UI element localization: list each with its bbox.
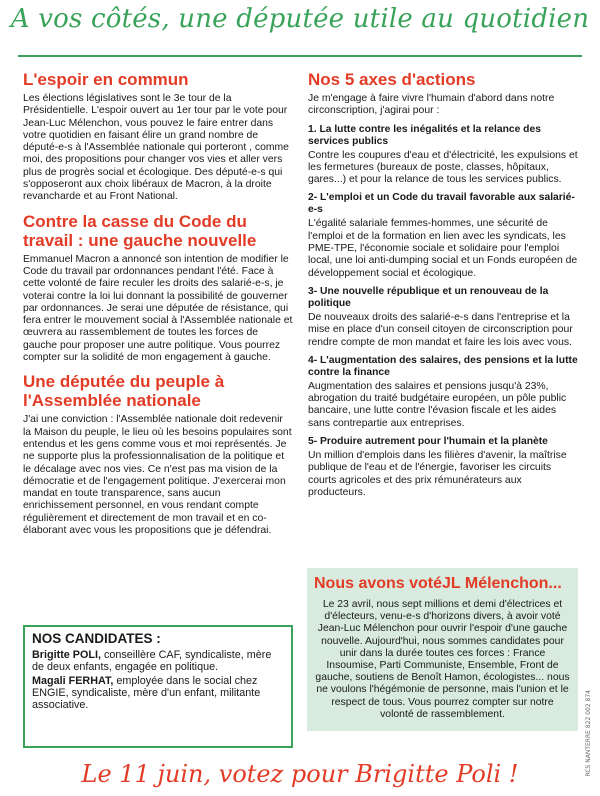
page-title: A vos côtés, une députée utile au quotidien [10, 4, 590, 34]
vote-title: Nous avons votéJL Mélenchon... [314, 575, 562, 592]
candidate-1-desc: conseillère CAF, syndicaliste, mère de deux enfants, engagée en politique. [32, 649, 272, 674]
right-column [308, 70, 578, 505]
vote-box [307, 568, 578, 731]
section-title-deputee-peuple: Une députée du peuple à l'Assemblée nationale [23, 372, 225, 411]
candidate-1-name: Brigitte POLI, [32, 649, 101, 661]
section-title-espoir: L'espoir en commun [23, 70, 189, 89]
axe-3-text: De nouveaux droits des salarié-e-s dans l'entreprise et la mise en place d'un conseil citoyen de circonscription pour rendre compte de mon mandat et faire les lois avec vous. [308, 311, 573, 348]
candidate-2 [32, 675, 284, 712]
candidates-box [23, 625, 293, 748]
section-text-code-travail: Emmanuel Macron a annoncé son intention de modifier le Code du travail par ordonnances pendant l'été. Face à cette volonté de faire reculer les droits des salarié-e-s, je voterai contre la loi lui donnant la possibilité de gouverner par ordonnances. Je serai une députée de résistance, qui fera entrer le mouvement social à l'Assemblée nationale et œuvrera au rassemblement de toutes les forces de gauche pour proposer une autre politique. Vous pourrez compter sur la solidité de mon engagement à gauche. [23, 253, 293, 364]
axe-5-title: 5- Produire autrement pour l'humain et la planète [308, 436, 548, 448]
axe-2-title: 2- L'emploi et un Code du travail favorable aux salarié-e-s [308, 192, 575, 216]
left-column [23, 70, 293, 543]
axe-4-text: Augmentation des salaires et pensions jusqu'à 23%, abrogation du traité budgétaire européen, un pôle public bancaire, une lutte contre l'évasion fiscale et les aides sans contrepartie aux entreprises. [308, 380, 567, 429]
axe-1-text: Contre les coupures d'eau et d'électricité, les expulsions et les fermetures (bureaux de poste, classes, hôpitaux, gares...) et pour la relance de tous les services publics. [308, 149, 578, 186]
axes-title: Nos 5 axes d'actions [308, 70, 476, 89]
section-text-espoir: Les élections législatives sont le 3e tour de la Présidentielle. L'espoir ouvert au 1er tour par le vote pour Jean-Luc Mélenchon, vous pouvez le faire entrer dans votre quotidien en faisant élire un grand nombre de député-e-s à l'Assemblée nationale qui porteront , comme moi, des propositions pour changer vos vies et aller vers plus de progrès social et écologique. Des député-e-s qui s'opposeront aux choix libéraux de Macron, à la droite revancharde et au Front National. [23, 93, 289, 203]
axe-1-title: 1. La lutte contre les inégalités et la relance des services publics [308, 123, 541, 147]
candidate-2-name: Magali FERHAT, [32, 674, 114, 687]
axes-intro: Je m'engage à faire vivre l'humain d'abord dans notre circonscription, j'agirai pour : [308, 93, 555, 117]
footer-slogan: Le 11 juin, votez pour Brigitte Poli ! [81, 760, 519, 788]
axe-4-title: 4- L'augmentation des salaires, des pensions et la lutte contre la finance [308, 354, 578, 378]
title-divider [18, 55, 582, 57]
candidate-1 [32, 649, 284, 674]
axe-2-text: L'égalité salariale femmes-hommes, une sécurité de l'emploi et de la formation en lien avec les syndicats, les PME-TPE, l'économie sociale et solidaire pour l'emploi local, une loi anti-dumping social et un Fonds européen de développement social et écologique. [308, 218, 578, 279]
section-title-code-travail: Contre la casse du Code du travail : une gauche nouvelle [23, 211, 257, 250]
candidates-title: NOS CANDIDATES : [32, 631, 161, 646]
axe-3-title: 3- Une nouvelle république et un renouveau de la politique [308, 285, 549, 309]
candidate-2-desc: employée dans le social chez ENGIE, syndicaliste, mère d'un enfant, militante associative. [32, 674, 261, 712]
legal-note: RCS NANTERRE 822 002 874 [585, 690, 592, 777]
vote-text: Le 23 avril, nous sept millions et demi d'électrices et d'électeurs, venu-e-s d'horizons divers, à avoir voté Jean-Luc Mélenchon pour ouvrir l'espoir d'une gauche nouvelle. Aujourd'hui, nous sommes candidates pour unir dans la durée toutes ces forces : France Insoumise, Parti Communiste, Ensemble, Front de gauche, soutiens de Benoît Hamon, écologistes... nous ne voulons l'hégémonie de personne, mais l'union et le respect de tous. Vous pourrez compter sur notre volonté de rassemblement. [315, 599, 570, 720]
section-text-deputee-peuple: J'ai une conviction : l'Assemblée nationale doit redevenir la Maison du peuple, le lieu où les besoins populaires sont entendus et les gens comme vous et moi représentés. Je ne supporte plus la professionnalisation de la politique et le décalage avec nos vies. Ce n'est pas ma vision de la démocratie et de l'engagement politique. J'exercerai mon mandat en toute transparence, sans aucun enrichissement personnel, en vous rendant compte régulièrement et directement de mon travail et en co-élaborant avec vous les propositions que je défendrai. [23, 414, 292, 537]
axe-5-text: Un million d'emplois dans les filières d'avenir, la maîtrise publique de l'eau et de l'énergie, favoriser les circuits courts agricoles et des prix rémunérateurs aux producteurs. [308, 450, 567, 498]
